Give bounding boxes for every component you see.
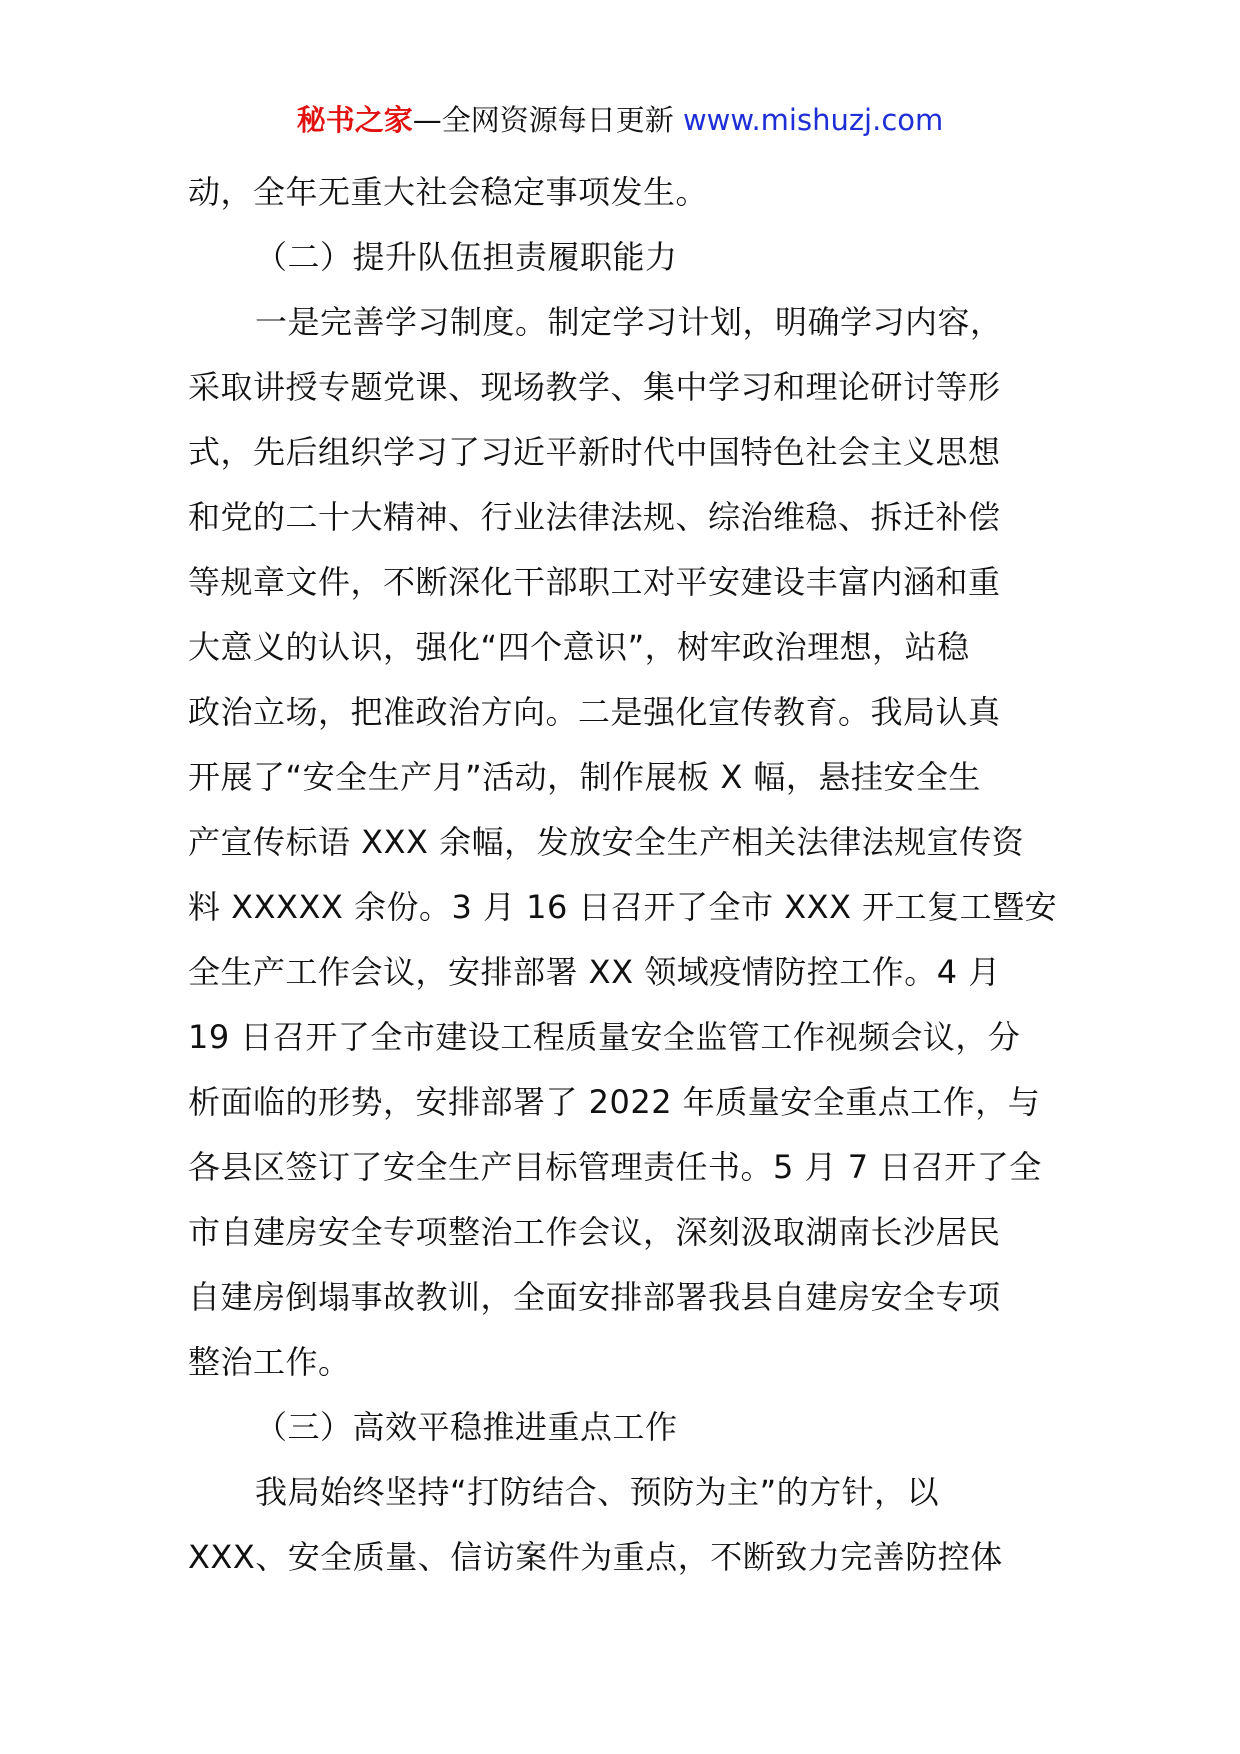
- paragraph-line: 大意义的认识，强化“四个意识”，树牢政治理想，站稳: [188, 628, 970, 666]
- paragraph-line: 政治立场，把准政治方向。二是强化宣传教育。我局认真: [188, 693, 1001, 731]
- paragraph-line: 自建房倒塌事故教训，全面安排部署我县自建房安全专项: [188, 1278, 1001, 1316]
- paragraph-line: 各县区签订了安全生产目标管理责任书。5 月 7 日召开了全: [188, 1148, 1042, 1186]
- header-tagline: —全网资源每日更新: [412, 103, 674, 137]
- document-body: [188, 160, 1058, 1590]
- paragraph-line: 和党的二十大精神、行业法律法规、综治维稳、拆迁补偿: [188, 498, 1001, 536]
- paragraph-line: 料 XXXXX 余份。3 月 16 日召开了全市 XXX 开工复工暨安: [188, 888, 1058, 926]
- website-link[interactable]: www.mishuzj.com: [682, 103, 944, 137]
- section-heading: （二）提升队伍担责履职能力: [255, 238, 678, 276]
- paragraph-line: 动，全年无重大社会稳定事项发生。: [188, 173, 709, 211]
- paragraph-line: 我局始终坚持“打防结合、预防为主”的方针，以: [255, 1473, 940, 1511]
- paragraph-line: 19 日召开了全市建设工程质量安全监管工作视频会议，分: [188, 1018, 1021, 1056]
- paragraph-line: XXX、安全质量、信访案件为重点，不断致力完善防控体: [188, 1538, 1003, 1576]
- paragraph-line: 全生产工作会议，安排部署 XX 领域疫情防控工作。4 月: [188, 953, 1001, 991]
- paragraph-line: 析面临的形势，安排部署了 2022 年质量安全重点工作，与: [188, 1083, 1041, 1121]
- paragraph-line: 等规章文件，不断深化干部职工对平安建设丰富内涵和重: [188, 563, 1001, 601]
- section-heading: （三）高效平稳推进重点工作: [255, 1408, 678, 1446]
- paragraph-line: 产宣传标语 XXX 余幅，发放安全生产相关法律法规宣传资: [188, 823, 1025, 861]
- paragraph-line: 式，先后组织学习了习近平新时代中国特色社会主义思想: [188, 433, 1001, 471]
- paragraph-line: 一是完善学习制度。制定学习计划，明确学习内容，: [255, 303, 1003, 341]
- brand-name: 秘书之家: [296, 103, 413, 137]
- paragraph-line: 采取讲授专题党课、现场教学、集中学习和理论研讨等形: [188, 368, 1001, 406]
- paragraph-line: 整治工作。: [188, 1343, 351, 1381]
- paragraph-line: 开展了“安全生产月”活动，制作展板 X 幅，悬挂安全生: [188, 758, 981, 796]
- watermark-header: [0, 100, 1240, 140]
- paragraph-line: 市自建房安全专项整治工作会议，深刻汲取湖南长沙居民: [188, 1213, 1001, 1251]
